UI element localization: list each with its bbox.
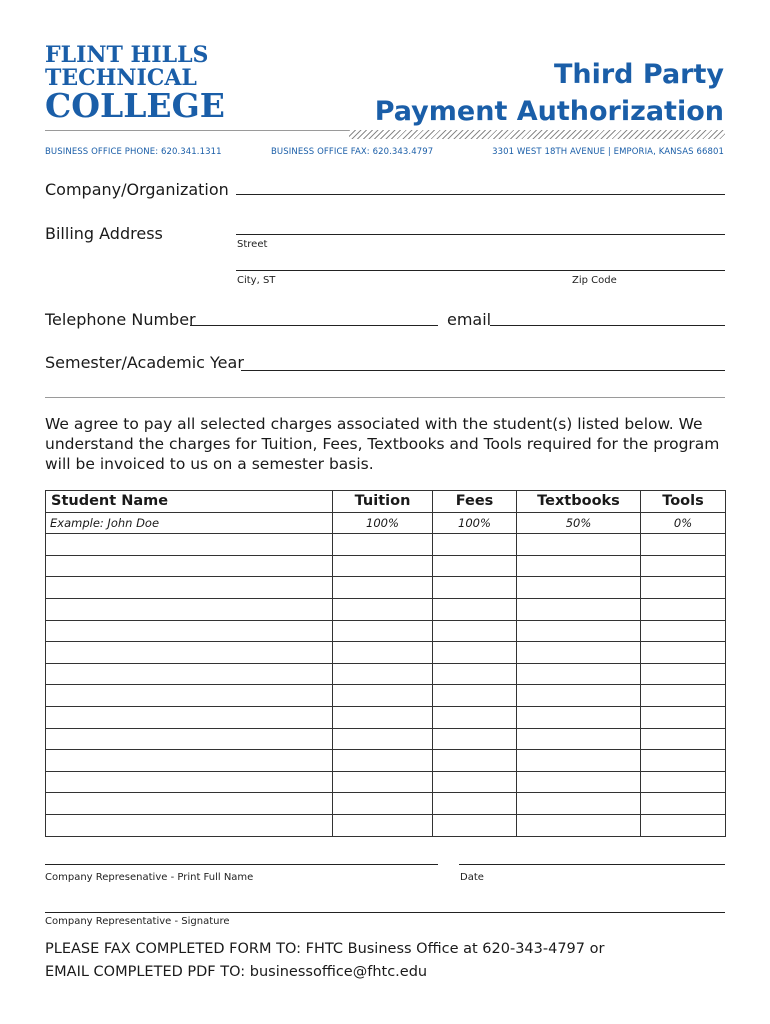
textbooks-cell[interactable] xyxy=(517,534,641,556)
example-row xyxy=(46,512,726,534)
textbooks-cell[interactable] xyxy=(517,706,641,728)
email-label: email xyxy=(447,310,492,329)
header-textbooks: Textbooks xyxy=(517,491,641,513)
business-address: 3301 WEST 18TH AVENUE | EMPORIA, KANSAS 66801 xyxy=(492,147,724,157)
fees-cell[interactable] xyxy=(433,555,517,577)
section-divider xyxy=(45,397,725,398)
tools-cell[interactable] xyxy=(641,555,726,577)
table-row xyxy=(46,577,726,599)
fees-cell[interactable] xyxy=(433,706,517,728)
tools-cell[interactable] xyxy=(641,663,726,685)
logo-line-2: TECHNICAL xyxy=(45,65,197,91)
tuition-cell[interactable] xyxy=(333,642,433,664)
tools-cell[interactable] xyxy=(641,598,726,620)
student-name-cell[interactable] xyxy=(46,577,333,599)
table-row xyxy=(46,663,726,685)
fees-cell[interactable] xyxy=(433,793,517,815)
billing-address-label: Billing Address xyxy=(45,224,163,243)
student-name-cell[interactable] xyxy=(46,771,333,793)
business-phone: BUSINESS OFFICE PHONE: 620.341.1311 xyxy=(45,147,222,157)
zip-code-hint: Zip Code xyxy=(572,275,617,286)
logo-line-3: COLLEGE xyxy=(45,86,225,125)
fees-cell[interactable] xyxy=(433,728,517,750)
table-row xyxy=(46,555,726,577)
tools-cell[interactable] xyxy=(641,534,726,556)
fees-cell[interactable] xyxy=(433,663,517,685)
tuition-cell[interactable] xyxy=(333,685,433,707)
tuition-cell[interactable] xyxy=(333,620,433,642)
fax-instructions: PLEASE FAX COMPLETED FORM TO: FHTC Business Office at 620-343-4797 or xyxy=(45,941,605,957)
email-field[interactable] xyxy=(490,325,725,326)
student-name-cell[interactable] xyxy=(46,814,333,836)
textbooks-cell[interactable] xyxy=(517,577,641,599)
tools-cell[interactable] xyxy=(641,793,726,815)
student-name-cell[interactable] xyxy=(46,750,333,772)
tools-cell[interactable] xyxy=(641,685,726,707)
form-title-line-1: Third Party xyxy=(553,59,724,90)
tuition-cell[interactable] xyxy=(333,555,433,577)
tools-cell[interactable] xyxy=(641,750,726,772)
company-field[interactable] xyxy=(236,194,725,195)
fees-cell[interactable] xyxy=(433,642,517,664)
example-fees: 100% xyxy=(433,512,517,534)
student-name-cell[interactable] xyxy=(46,663,333,685)
student-name-cell[interactable] xyxy=(46,620,333,642)
signature-field[interactable] xyxy=(45,912,725,913)
tools-cell[interactable] xyxy=(641,728,726,750)
business-fax: BUSINESS OFFICE FAX: 620.343.4797 xyxy=(271,147,434,157)
example-tools: 0% xyxy=(641,512,726,534)
table-row xyxy=(46,706,726,728)
student-name-cell[interactable] xyxy=(46,793,333,815)
print-name-field[interactable] xyxy=(45,864,438,865)
city-state-hint: City, ST xyxy=(237,275,276,286)
student-name-cell[interactable] xyxy=(46,706,333,728)
telephone-label: Telephone Number xyxy=(45,310,196,329)
table-row xyxy=(46,642,726,664)
textbooks-cell[interactable] xyxy=(517,598,641,620)
textbooks-cell[interactable] xyxy=(517,771,641,793)
tuition-cell[interactable] xyxy=(333,771,433,793)
tuition-cell[interactable] xyxy=(333,577,433,599)
student-name-cell[interactable] xyxy=(46,534,333,556)
table-row xyxy=(46,728,726,750)
textbooks-cell[interactable] xyxy=(517,793,641,815)
billing-city-field[interactable] xyxy=(236,270,725,271)
student-name-cell[interactable] xyxy=(46,642,333,664)
student-name-cell[interactable] xyxy=(46,728,333,750)
fees-cell[interactable] xyxy=(433,814,517,836)
textbooks-cell[interactable] xyxy=(517,728,641,750)
semester-field[interactable] xyxy=(241,370,725,371)
fees-cell[interactable] xyxy=(433,750,517,772)
tools-cell[interactable] xyxy=(641,814,726,836)
table-row xyxy=(46,598,726,620)
tools-cell[interactable] xyxy=(641,620,726,642)
textbooks-cell[interactable] xyxy=(517,750,641,772)
print-name-label: Company Represenative - Print Full Name xyxy=(45,872,254,883)
header-tuition: Tuition xyxy=(333,491,433,513)
tuition-cell[interactable] xyxy=(333,663,433,685)
fees-cell[interactable] xyxy=(433,598,517,620)
textbooks-cell[interactable] xyxy=(517,620,641,642)
header-tools: Tools xyxy=(641,491,726,513)
textbooks-cell[interactable] xyxy=(517,663,641,685)
student-name-cell[interactable] xyxy=(46,555,333,577)
table-row xyxy=(46,793,726,815)
logo-line-1: FLINT HILLS xyxy=(45,42,209,68)
agreement-text: We agree to pay all selected charges associated with the student(s) listed below. We understand the charges for Tuition, Fees, Textbooks and Tools required for the program will be invoiced to us on a semester basis. xyxy=(45,415,720,473)
student-name-cell[interactable] xyxy=(46,685,333,707)
tuition-cell[interactable] xyxy=(333,706,433,728)
example-student-name: Example: John Doe xyxy=(46,512,333,534)
date-label: Date xyxy=(460,872,484,883)
tuition-cell[interactable] xyxy=(333,793,433,815)
tuition-cell[interactable] xyxy=(333,534,433,556)
telephone-field[interactable] xyxy=(190,325,438,326)
tuition-cell[interactable] xyxy=(333,728,433,750)
textbooks-cell[interactable] xyxy=(517,814,641,836)
table-row xyxy=(46,620,726,642)
student-charges-table xyxy=(45,490,726,837)
fees-cell[interactable] xyxy=(433,771,517,793)
form-title-line-2: Payment Authorization xyxy=(374,96,724,127)
tools-cell[interactable] xyxy=(641,577,726,599)
table-row xyxy=(46,771,726,793)
example-textbooks: 50% xyxy=(517,512,641,534)
table-header-row xyxy=(46,491,726,513)
tools-cell[interactable] xyxy=(641,771,726,793)
fees-cell[interactable] xyxy=(433,620,517,642)
signature-label: Company Representative - Signature xyxy=(45,916,230,927)
tools-cell[interactable] xyxy=(641,706,726,728)
textbooks-cell[interactable] xyxy=(517,642,641,664)
fees-cell[interactable] xyxy=(433,534,517,556)
header-hatch-band xyxy=(349,130,725,139)
textbooks-cell[interactable] xyxy=(517,555,641,577)
college-logo xyxy=(45,42,225,125)
header-student-name: Student Name xyxy=(46,491,333,513)
table-row xyxy=(46,685,726,707)
street-hint: Street xyxy=(237,239,268,250)
table-row xyxy=(46,814,726,836)
form-title xyxy=(375,56,724,130)
fees-cell[interactable] xyxy=(433,577,517,599)
student-name-cell[interactable] xyxy=(46,598,333,620)
date-field[interactable] xyxy=(459,864,725,865)
example-tuition: 100% xyxy=(333,512,433,534)
billing-street-field[interactable] xyxy=(236,234,725,235)
fees-cell[interactable] xyxy=(433,685,517,707)
email-instructions: EMAIL COMPLETED PDF TO: businessoffice@fhtc.edu xyxy=(45,964,428,980)
header-fees: Fees xyxy=(433,491,517,513)
tools-cell[interactable] xyxy=(641,642,726,664)
semester-label: Semester/Academic Year xyxy=(45,353,244,372)
tuition-cell[interactable] xyxy=(333,598,433,620)
tuition-cell[interactable] xyxy=(333,750,433,772)
tuition-cell[interactable] xyxy=(333,814,433,836)
header-rule xyxy=(45,130,349,131)
textbooks-cell[interactable] xyxy=(517,685,641,707)
company-label: Company/Organization xyxy=(45,180,229,199)
table-row xyxy=(46,534,726,556)
table-row xyxy=(46,750,726,772)
